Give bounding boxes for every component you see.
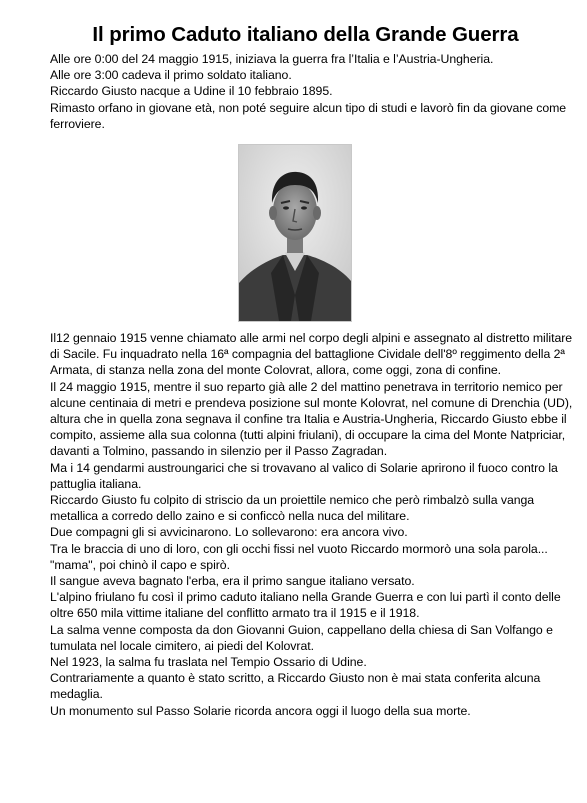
biography-paragraph: Il sangue aveva bagnato l'erba, era il primo sangue italiano versato. (50, 574, 415, 589)
biography-paragraph: Riccardo Giusto fu colpito di striscio da un proiettile nemico che però rimbalzò sulla vanga metallica a corredo dello zaino e si conficcò nella nuca del militare. (50, 493, 535, 524)
intro-line: Alle ore 3:00 cadeva il primo soldato italiano. (50, 68, 292, 83)
biography-paragraph: La salma venne composta da don Giovanni Guion, cappellano della chiesa di San Volfango e tumulata nel locale cimitero, ai piedi del Kolovrat. (50, 622, 553, 653)
portrait-container (50, 144, 577, 322)
intro-block (50, 51, 577, 132)
intro-line: Rimasto orfano in giovane età, non poté seguire alcun tipo di studi e lavorò fin da giovane come ferroviere. (50, 100, 567, 131)
intro-line: Alle ore 0:00 del 24 maggio 1915, iniziava la guerra fra l’Italia e l’Austria-Ungheria. (50, 52, 494, 66)
portrait-photo (238, 144, 352, 322)
biography-paragraph: Nel 1923, la salma fu traslata nel Tempio Ossario di Udine. (50, 655, 367, 670)
biography-block (50, 330, 577, 719)
intro-line: Riccardo Giusto nacque a Udine il 10 febbraio 1895. (50, 84, 333, 99)
biography-paragraph: L'alpino friulano fu così il primo caduto italiano nella Grande Guerra e con lui partì il conto delle oltre 650 mila vittime italiane del conflitto armato tra il 1915 e il 1918. (50, 590, 561, 621)
biography-paragraph: Il 24 maggio 1915, mentre il suo reparto già alle 2 del mattino penetrava in territorio nemico per alcune centinaia di metri e prendeva posizione sul monte Kolovrat, nel comune di Drenchia (UD), altura che in quella zona segnava il confine tra Italia e Austria-Ungheria, Riccardo Giusto ebbe il compito, assieme alla sua colonna (tutti alpini friulani), di occupare la cima del Monte Natpriciar, davanti a Tolmino, passando in silenzio per il Passo Zagradan. (50, 379, 573, 459)
biography-paragraph: Tra le braccia di uno di loro, con gli occhi fissi nel vuoto Riccardo mormorò una sola parola... "mama", poi chinò il capo e spirò. (50, 541, 548, 572)
portrait-image (239, 145, 351, 321)
biography-paragraph: Contrariamente a quanto è stato scritto, a Riccardo Giusto non è mai stata conferita alcuna medaglia. (50, 671, 541, 702)
page-title: Il primo Caduto italiano della Grande Guerra (92, 23, 519, 46)
biography-paragraph: Due compagni gli si avvicinarono. Lo sollevarono: era ancora vivo. (50, 525, 408, 540)
biography-paragraph: Un monumento sul Passo Solarie ricorda ancora oggi il luogo della sua morte. (50, 703, 471, 718)
biography-paragraph: Il12 gennaio 1915 venne chiamato alle armi nel corpo degli alpini e assegnato al distretto militare di Sacile. Fu inquadrato nella 16ª compagnia del battaglione Cividale dell'8º reggimento della 2ª Armata, di stanza nella zona del monte Colovrat, allora, come oggi, zona di confine. (50, 331, 573, 378)
biography-paragraph: Ma i 14 gendarmi austroungarici che si trovavano al valico di Solarie aprirono il fuoco contro la pattuglia italiana. (50, 460, 558, 491)
